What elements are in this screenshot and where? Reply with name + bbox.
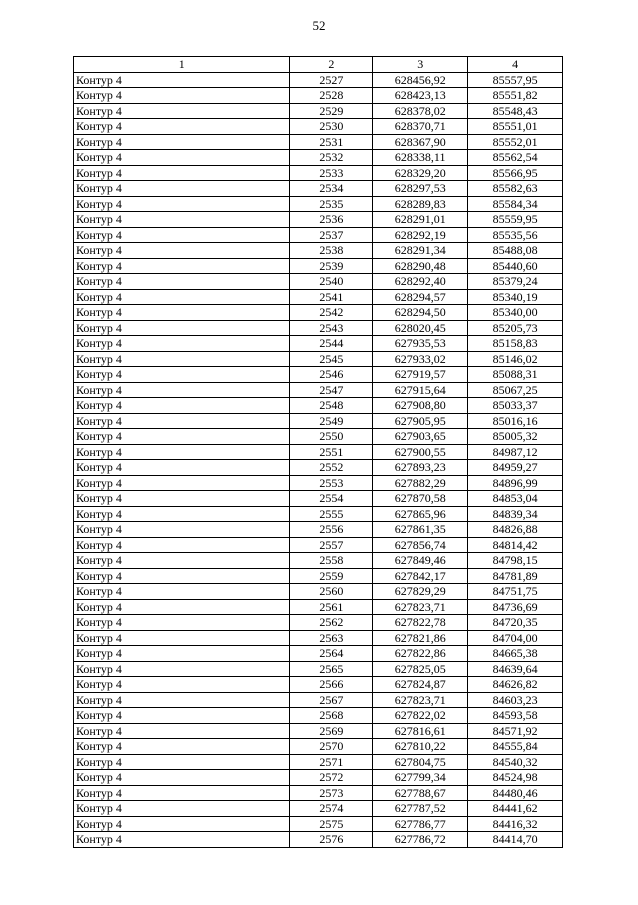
contour-name-cell: Контур 4	[74, 506, 290, 522]
x-coordinate-cell: 627816,61	[373, 723, 468, 739]
table-row	[74, 243, 563, 259]
x-coordinate-cell: 628291,01	[373, 212, 468, 228]
x-coordinate-cell: 628329,20	[373, 165, 468, 181]
table-row	[74, 382, 563, 398]
contour-name-cell: Контур 4	[74, 491, 290, 507]
table-row	[74, 289, 563, 305]
point-number-cell: 2573	[290, 785, 373, 801]
x-coordinate-cell: 628294,57	[373, 289, 468, 305]
table-row	[74, 506, 563, 522]
y-coordinate-cell: 85551,01	[468, 119, 563, 135]
y-coordinate-cell: 85067,25	[468, 382, 563, 398]
y-coordinate-cell: 84720,35	[468, 615, 563, 631]
x-coordinate-cell: 627865,96	[373, 506, 468, 522]
point-number-cell: 2567	[290, 692, 373, 708]
x-coordinate-cell: 628292,19	[373, 227, 468, 243]
x-coordinate-cell: 627822,02	[373, 708, 468, 724]
table-row	[74, 677, 563, 693]
y-coordinate-cell: 85033,37	[468, 398, 563, 414]
y-coordinate-cell: 84896,99	[468, 475, 563, 491]
contour-name-cell: Контур 4	[74, 243, 290, 259]
table-header	[74, 57, 563, 73]
x-coordinate-cell: 627824,87	[373, 677, 468, 693]
y-coordinate-cell: 85566,95	[468, 165, 563, 181]
y-coordinate-cell: 84798,15	[468, 553, 563, 569]
contour-name-cell: Контур 4	[74, 677, 290, 693]
table-row	[74, 801, 563, 817]
point-number-cell: 2544	[290, 336, 373, 352]
contour-name-cell: Контур 4	[74, 88, 290, 104]
y-coordinate-cell: 85584,34	[468, 196, 563, 212]
point-number-cell: 2551	[290, 444, 373, 460]
contour-name-cell: Контур 4	[74, 739, 290, 755]
point-number-cell: 2534	[290, 181, 373, 197]
contour-name-cell: Контур 4	[74, 429, 290, 445]
table-row	[74, 816, 563, 832]
point-number-cell: 2576	[290, 832, 373, 848]
table-row	[74, 584, 563, 600]
contour-name-cell: Контур 4	[74, 367, 290, 383]
x-coordinate-cell: 627933,02	[373, 351, 468, 367]
point-number-cell: 2542	[290, 305, 373, 321]
contour-name-cell: Контур 4	[74, 630, 290, 646]
contour-name-cell: Контур 4	[74, 134, 290, 150]
x-coordinate-cell: 628456,92	[373, 72, 468, 88]
point-number-cell: 2533	[290, 165, 373, 181]
contour-name-cell: Контур 4	[74, 816, 290, 832]
table-row	[74, 305, 563, 321]
point-number-cell: 2555	[290, 506, 373, 522]
table-row	[74, 770, 563, 786]
contour-name-cell: Контур 4	[74, 615, 290, 631]
y-coordinate-cell: 84593,58	[468, 708, 563, 724]
point-number-cell: 2529	[290, 103, 373, 119]
x-coordinate-cell: 627825,05	[373, 661, 468, 677]
x-coordinate-cell: 627882,29	[373, 475, 468, 491]
point-number-cell: 2535	[290, 196, 373, 212]
x-coordinate-cell: 627823,71	[373, 692, 468, 708]
page-number: 52	[312, 18, 326, 33]
contour-name-cell: Контур 4	[74, 785, 290, 801]
point-number-cell: 2568	[290, 708, 373, 724]
y-coordinate-cell: 84414,70	[468, 832, 563, 848]
contour-name-cell: Контур 4	[74, 336, 290, 352]
table-row	[74, 646, 563, 662]
point-number-cell: 2527	[290, 72, 373, 88]
point-number-cell: 2532	[290, 150, 373, 166]
table-row	[74, 119, 563, 135]
table-row	[74, 367, 563, 383]
table-row	[74, 553, 563, 569]
column-header-1: 1	[74, 57, 290, 73]
table-row	[74, 227, 563, 243]
y-coordinate-cell: 85562,54	[468, 150, 563, 166]
contour-name-cell: Контур 4	[74, 305, 290, 321]
point-number-cell: 2574	[290, 801, 373, 817]
y-coordinate-cell: 85146,02	[468, 351, 563, 367]
x-coordinate-cell: 627804,75	[373, 754, 468, 770]
table-row	[74, 413, 563, 429]
y-coordinate-cell: 85340,19	[468, 289, 563, 305]
y-coordinate-cell: 84416,32	[468, 816, 563, 832]
y-coordinate-cell: 85205,73	[468, 320, 563, 336]
y-coordinate-cell: 84826,88	[468, 522, 563, 538]
contour-name-cell: Контур 4	[74, 444, 290, 460]
x-coordinate-cell: 627810,22	[373, 739, 468, 755]
y-coordinate-cell: 85535,56	[468, 227, 563, 243]
table-row	[74, 692, 563, 708]
y-coordinate-cell: 85488,08	[468, 243, 563, 259]
x-coordinate-cell: 627799,34	[373, 770, 468, 786]
table-row	[74, 165, 563, 181]
point-number-cell: 2570	[290, 739, 373, 755]
header-row	[74, 57, 563, 73]
x-coordinate-cell: 628291,34	[373, 243, 468, 259]
x-coordinate-cell: 628423,13	[373, 88, 468, 104]
point-number-cell: 2537	[290, 227, 373, 243]
y-coordinate-cell: 84626,82	[468, 677, 563, 693]
x-coordinate-cell: 628378,02	[373, 103, 468, 119]
x-coordinate-cell: 627849,46	[373, 553, 468, 569]
x-coordinate-cell: 627905,95	[373, 413, 468, 429]
x-coordinate-cell: 627861,35	[373, 522, 468, 538]
point-number-cell: 2553	[290, 475, 373, 491]
contour-name-cell: Контур 4	[74, 770, 290, 786]
table-row	[74, 754, 563, 770]
x-coordinate-cell: 628367,90	[373, 134, 468, 150]
point-number-cell: 2552	[290, 460, 373, 476]
y-coordinate-cell: 84441,62	[468, 801, 563, 817]
y-coordinate-cell: 84665,38	[468, 646, 563, 662]
contour-name-cell: Контур 4	[74, 320, 290, 336]
contour-name-cell: Контур 4	[74, 227, 290, 243]
point-number-cell: 2528	[290, 88, 373, 104]
table-row	[74, 615, 563, 631]
point-number-cell: 2550	[290, 429, 373, 445]
contour-name-cell: Контур 4	[74, 692, 290, 708]
contour-name-cell: Контур 4	[74, 119, 290, 135]
point-number-cell: 2566	[290, 677, 373, 693]
table-row	[74, 522, 563, 538]
contour-name-cell: Контур 4	[74, 351, 290, 367]
table-body	[74, 72, 563, 847]
table-row	[74, 491, 563, 507]
contour-name-cell: Контур 4	[74, 398, 290, 414]
table-row	[74, 103, 563, 119]
x-coordinate-cell: 627823,71	[373, 599, 468, 615]
contour-name-cell: Контур 4	[74, 460, 290, 476]
table-row	[74, 336, 563, 352]
y-coordinate-cell: 85379,24	[468, 274, 563, 290]
x-coordinate-cell: 627821,86	[373, 630, 468, 646]
contour-name-cell: Контур 4	[74, 708, 290, 724]
contour-name-cell: Контур 4	[74, 646, 290, 662]
table-row	[74, 537, 563, 553]
x-coordinate-cell: 628292,40	[373, 274, 468, 290]
point-number-cell: 2549	[290, 413, 373, 429]
contour-name-cell: Контур 4	[74, 413, 290, 429]
contour-name-cell: Контур 4	[74, 599, 290, 615]
y-coordinate-cell: 84751,75	[468, 584, 563, 600]
table-row	[74, 723, 563, 739]
x-coordinate-cell: 627900,55	[373, 444, 468, 460]
table-row	[74, 88, 563, 104]
table-row	[74, 258, 563, 274]
table-row	[74, 785, 563, 801]
contour-name-cell: Контур 4	[74, 801, 290, 817]
x-coordinate-cell: 627903,65	[373, 429, 468, 445]
x-coordinate-cell: 627870,58	[373, 491, 468, 507]
contour-name-cell: Контур 4	[74, 212, 290, 228]
point-number-cell: 2543	[290, 320, 373, 336]
point-number-cell: 2540	[290, 274, 373, 290]
table-row	[74, 181, 563, 197]
point-number-cell: 2536	[290, 212, 373, 228]
table-row	[74, 320, 563, 336]
contour-name-cell: Контур 4	[74, 723, 290, 739]
contour-name-cell: Контур 4	[74, 475, 290, 491]
contour-name-cell: Контур 4	[74, 584, 290, 600]
contour-name-cell: Контур 4	[74, 165, 290, 181]
table-row	[74, 429, 563, 445]
table-row	[74, 444, 563, 460]
table-row	[74, 134, 563, 150]
contour-name-cell: Контур 4	[74, 522, 290, 538]
table-row	[74, 599, 563, 615]
y-coordinate-cell: 84555,84	[468, 739, 563, 755]
table-row	[74, 351, 563, 367]
table-row	[74, 475, 563, 491]
point-number-cell: 2560	[290, 584, 373, 600]
x-coordinate-cell: 627935,53	[373, 336, 468, 352]
y-coordinate-cell: 84814,42	[468, 537, 563, 553]
point-number-cell: 2565	[290, 661, 373, 677]
contour-name-cell: Контур 4	[74, 382, 290, 398]
contour-name-cell: Контур 4	[74, 754, 290, 770]
table-row	[74, 150, 563, 166]
coordinates-table	[73, 56, 563, 848]
x-coordinate-cell: 628020,45	[373, 320, 468, 336]
x-coordinate-cell: 627786,77	[373, 816, 468, 832]
column-header-4: 4	[468, 57, 563, 73]
contour-name-cell: Контур 4	[74, 289, 290, 305]
column-header-2: 2	[290, 57, 373, 73]
contour-name-cell: Контур 4	[74, 103, 290, 119]
y-coordinate-cell: 84853,04	[468, 491, 563, 507]
x-coordinate-cell: 628290,48	[373, 258, 468, 274]
point-number-cell: 2530	[290, 119, 373, 135]
y-coordinate-cell: 84987,12	[468, 444, 563, 460]
point-number-cell: 2539	[290, 258, 373, 274]
y-coordinate-cell: 84480,46	[468, 785, 563, 801]
table-row	[74, 708, 563, 724]
point-number-cell: 2575	[290, 816, 373, 832]
y-coordinate-cell: 84839,34	[468, 506, 563, 522]
y-coordinate-cell: 85582,63	[468, 181, 563, 197]
table-row	[74, 630, 563, 646]
contour-name-cell: Контур 4	[74, 274, 290, 290]
point-number-cell: 2546	[290, 367, 373, 383]
x-coordinate-cell: 627856,74	[373, 537, 468, 553]
contour-name-cell: Контур 4	[74, 661, 290, 677]
table-row	[74, 832, 563, 848]
y-coordinate-cell: 85088,31	[468, 367, 563, 383]
y-coordinate-cell: 84736,69	[468, 599, 563, 615]
x-coordinate-cell: 627787,52	[373, 801, 468, 817]
y-coordinate-cell: 84524,98	[468, 770, 563, 786]
contour-name-cell: Контур 4	[74, 832, 290, 848]
table-row	[74, 460, 563, 476]
y-coordinate-cell: 85559,95	[468, 212, 563, 228]
x-coordinate-cell: 627822,86	[373, 646, 468, 662]
y-coordinate-cell: 85005,32	[468, 429, 563, 445]
y-coordinate-cell: 84781,89	[468, 568, 563, 584]
point-number-cell: 2569	[290, 723, 373, 739]
table-row	[74, 274, 563, 290]
table-row	[74, 568, 563, 584]
point-number-cell: 2531	[290, 134, 373, 150]
x-coordinate-cell: 627842,17	[373, 568, 468, 584]
x-coordinate-cell: 627919,57	[373, 367, 468, 383]
point-number-cell: 2564	[290, 646, 373, 662]
point-number-cell: 2556	[290, 522, 373, 538]
y-coordinate-cell: 85557,95	[468, 72, 563, 88]
y-coordinate-cell: 84639,64	[468, 661, 563, 677]
point-number-cell: 2561	[290, 599, 373, 615]
contour-name-cell: Контур 4	[74, 258, 290, 274]
point-number-cell: 2548	[290, 398, 373, 414]
x-coordinate-cell: 628294,50	[373, 305, 468, 321]
point-number-cell: 2559	[290, 568, 373, 584]
point-number-cell: 2558	[290, 553, 373, 569]
contour-name-cell: Контур 4	[74, 553, 290, 569]
table-row	[74, 196, 563, 212]
x-coordinate-cell: 628370,71	[373, 119, 468, 135]
table-row	[74, 72, 563, 88]
y-coordinate-cell: 85016,16	[468, 413, 563, 429]
y-coordinate-cell: 85440,60	[468, 258, 563, 274]
contour-name-cell: Контур 4	[74, 181, 290, 197]
x-coordinate-cell: 628289,83	[373, 196, 468, 212]
table-row	[74, 212, 563, 228]
x-coordinate-cell: 628297,53	[373, 181, 468, 197]
y-coordinate-cell: 84571,92	[468, 723, 563, 739]
x-coordinate-cell: 627915,64	[373, 382, 468, 398]
x-coordinate-cell: 628338,11	[373, 150, 468, 166]
x-coordinate-cell: 627822,78	[373, 615, 468, 631]
point-number-cell: 2557	[290, 537, 373, 553]
point-number-cell: 2572	[290, 770, 373, 786]
point-number-cell: 2571	[290, 754, 373, 770]
contour-name-cell: Контур 4	[74, 196, 290, 212]
table-row	[74, 661, 563, 677]
y-coordinate-cell: 85551,82	[468, 88, 563, 104]
contour-name-cell: Контур 4	[74, 537, 290, 553]
point-number-cell: 2541	[290, 289, 373, 305]
x-coordinate-cell: 627829,29	[373, 584, 468, 600]
table-row	[74, 739, 563, 755]
contour-name-cell: Контур 4	[74, 568, 290, 584]
contour-name-cell: Контур 4	[74, 150, 290, 166]
y-coordinate-cell: 85552,01	[468, 134, 563, 150]
x-coordinate-cell: 627786,72	[373, 832, 468, 848]
y-coordinate-cell: 85158,83	[468, 336, 563, 352]
contour-name-cell: Контур 4	[74, 72, 290, 88]
point-number-cell: 2562	[290, 615, 373, 631]
column-header-3: 3	[373, 57, 468, 73]
point-number-cell: 2563	[290, 630, 373, 646]
point-number-cell: 2538	[290, 243, 373, 259]
y-coordinate-cell: 84603,23	[468, 692, 563, 708]
y-coordinate-cell: 84959,27	[468, 460, 563, 476]
y-coordinate-cell: 85548,43	[468, 103, 563, 119]
y-coordinate-cell: 85340,00	[468, 305, 563, 321]
x-coordinate-cell: 627908,80	[373, 398, 468, 414]
y-coordinate-cell: 84540,32	[468, 754, 563, 770]
y-coordinate-cell: 84704,00	[468, 630, 563, 646]
table-row	[74, 398, 563, 414]
point-number-cell: 2547	[290, 382, 373, 398]
point-number-cell: 2554	[290, 491, 373, 507]
x-coordinate-cell: 627893,23	[373, 460, 468, 476]
point-number-cell: 2545	[290, 351, 373, 367]
x-coordinate-cell: 627788,67	[373, 785, 468, 801]
